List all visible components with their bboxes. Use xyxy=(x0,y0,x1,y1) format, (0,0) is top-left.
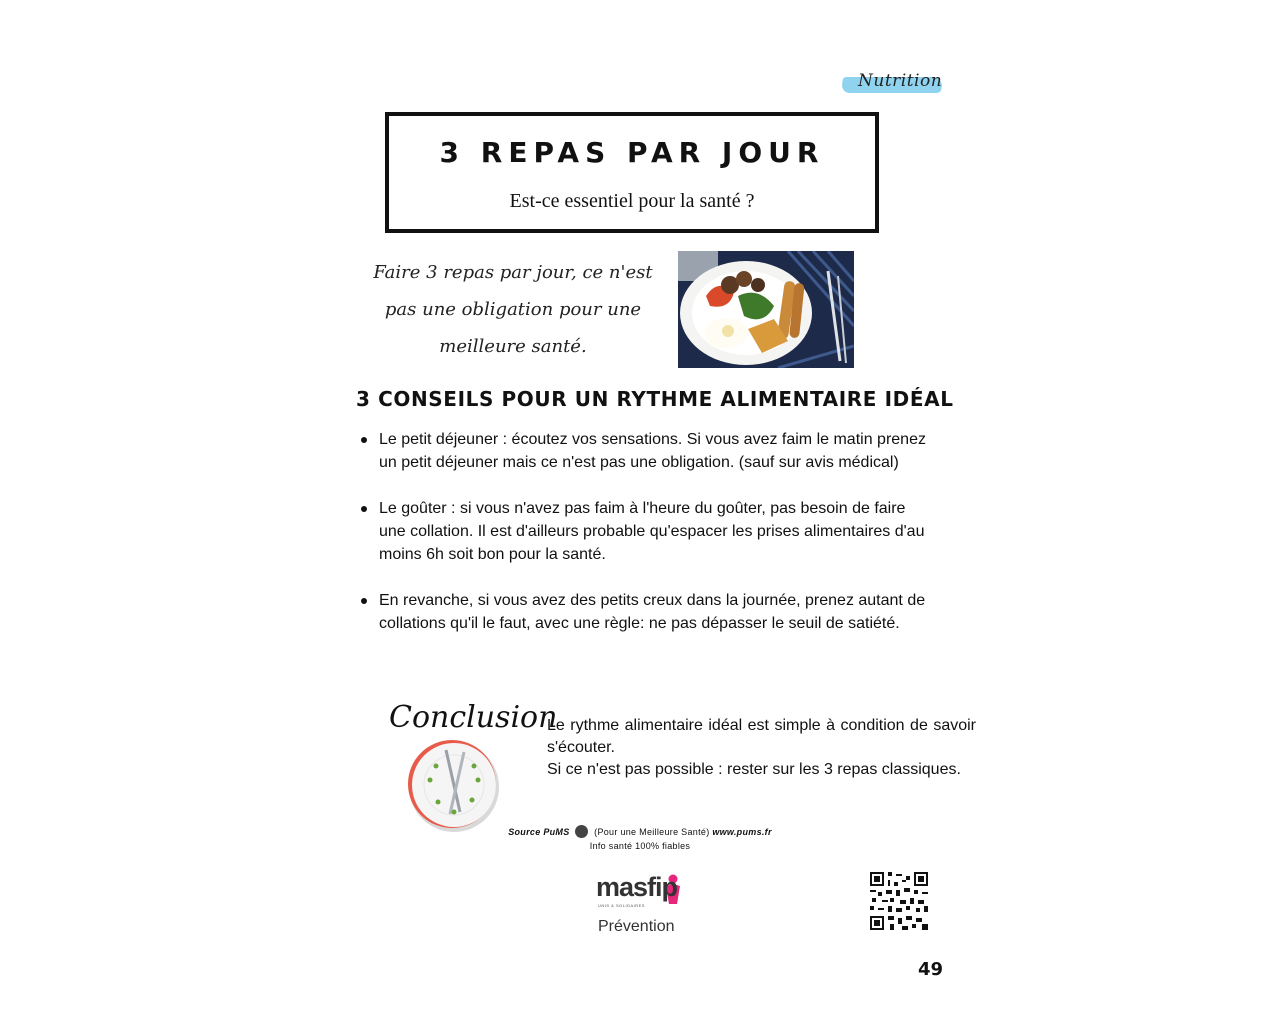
tip-text: En revanche, si vous avez des petits creux dans la journée, prenez autant de collations qu'il le faut, avec une règle: ne pas dépasser le seuil de satiété. xyxy=(379,592,926,632)
tip-text: Le petit déjeuner : écoutez vos sensations. Si vous avez faim le matin prenez un petit déjeuner mais ce n'est pas une obligation. (sauf sur avis médical) xyxy=(379,431,926,471)
logo-tagline: UNIS & SOLIDAIRES xyxy=(598,903,645,908)
tag-label: Nutrition xyxy=(858,71,943,91)
script-quote xyxy=(372,254,654,365)
qr-code-icon[interactable] xyxy=(870,872,928,930)
conclusion-text xyxy=(547,715,976,781)
source-credit xyxy=(470,825,810,853)
tip-text: Le goûter : si vous n'avez pas faim à l'heure du goûter, pas besoin de faire une collation. Il est d'ailleurs probable qu'espacer les prises alimentaires d'au moins 6h soit bon pour la santé. xyxy=(379,500,925,563)
quote-line: Faire 3 repas par jour, ce n'est xyxy=(373,262,653,283)
conclusion-line: Si ce n'est pas possible : rester sur les 3 repas classiques. xyxy=(547,761,961,778)
title-box xyxy=(385,112,879,233)
quote-line: pas une obligation pour une xyxy=(384,299,642,320)
quote-line: meilleure santé. xyxy=(439,336,587,357)
conclusion-title: Conclusion xyxy=(389,700,558,735)
source-url[interactable]: www.pums.fr xyxy=(712,827,772,837)
bullet-icon xyxy=(361,598,367,604)
section-tag xyxy=(842,73,942,97)
page-number: 49 xyxy=(918,959,944,980)
list-item xyxy=(358,497,928,566)
logo-wordmark: masfip xyxy=(596,872,678,902)
source-label: Source PuMS xyxy=(508,827,570,837)
section-heading: 3 CONSEILS POUR UN RYTHME ALIMENTAIRE IDÉAL xyxy=(356,387,954,411)
plate-cutlery-icon xyxy=(408,740,500,832)
page-title: 3 REPAS PAR JOUR xyxy=(439,136,825,169)
list-item xyxy=(358,589,928,635)
breakfast-photo xyxy=(678,251,854,368)
masfip-logo xyxy=(596,872,696,942)
list-item xyxy=(358,428,928,474)
source-line2: Info santé 100% fiables xyxy=(589,841,691,852)
conclusion-line: Le rythme alimentaire idéal est simple à condition de savoir s'écouter. xyxy=(547,717,976,756)
bullet-icon xyxy=(361,506,367,512)
bullet-icon xyxy=(361,437,367,443)
breakfast-plate-icon xyxy=(678,251,854,368)
pums-logo-icon xyxy=(575,825,588,838)
logo-subtitle: Prévention xyxy=(598,918,675,935)
source-middle: (Pour une Meilleure Santé) xyxy=(594,827,710,837)
page-subtitle: Est-ce essentiel pour la santé ? xyxy=(509,190,755,212)
tips-list xyxy=(358,428,928,658)
